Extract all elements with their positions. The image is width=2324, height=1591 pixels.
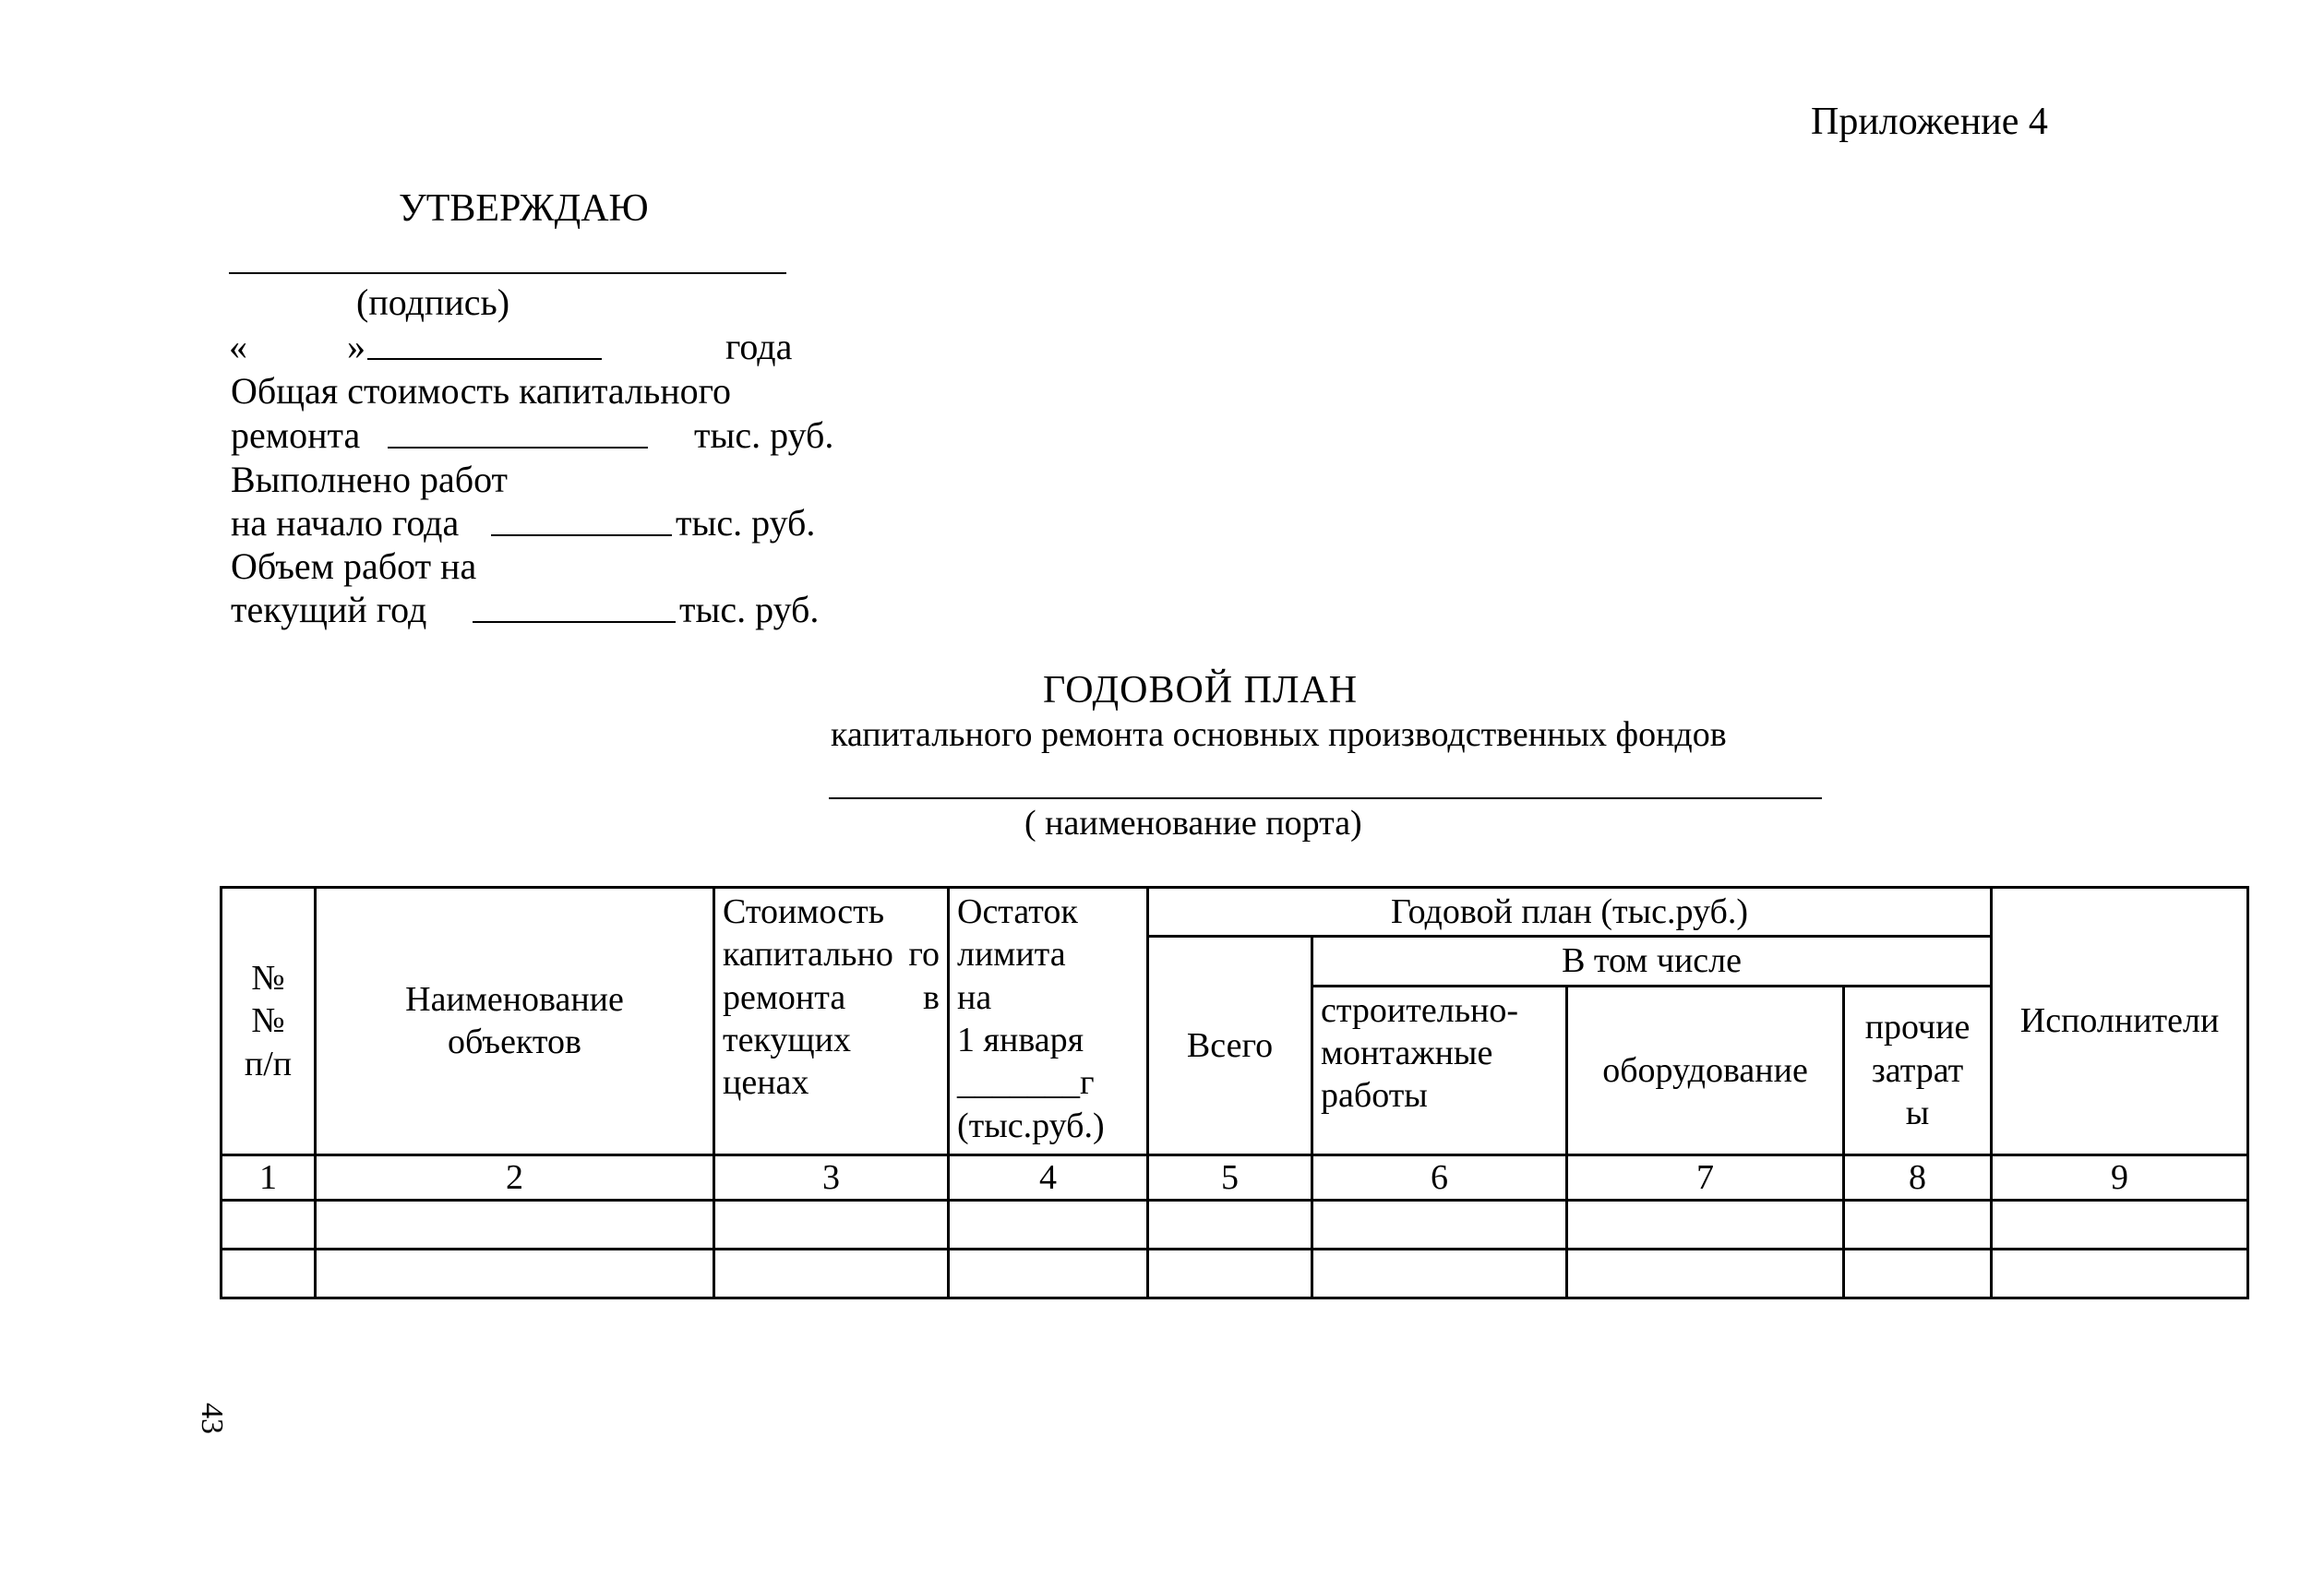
header-limit-balance: Остаток лимита на 1 января _______г (тыс.руб.) xyxy=(949,888,1148,1155)
signature-line xyxy=(229,272,786,274)
header-total: Всего xyxy=(1148,937,1312,1154)
table-row xyxy=(222,1250,2248,1298)
table-row xyxy=(222,1201,2248,1250)
column-number-cell: 5 xyxy=(1148,1154,1312,1200)
done-unit: тыс. руб. xyxy=(676,502,816,544)
table-cell xyxy=(949,1250,1148,1298)
table-cell xyxy=(1844,1201,1992,1250)
signature-caption: (подпись) xyxy=(356,281,510,323)
header-annual-plan: Годовой план (тыс.руб.) xyxy=(1148,888,1992,937)
header-object-name: Наименование объектов xyxy=(316,888,714,1155)
plan-title: ГОДОВОЙ ПЛАН xyxy=(1043,669,1359,712)
total-cost-line1: Общая стоимость капитального xyxy=(231,370,732,412)
quote-close: » xyxy=(347,326,365,367)
plan-subtitle: капитального ремонта основных производственных фондов xyxy=(831,715,1727,754)
table-cell xyxy=(1992,1250,2248,1298)
header-including: В том числе xyxy=(1312,937,1992,986)
done-row xyxy=(231,501,858,547)
done-blank xyxy=(491,534,672,536)
port-name-line xyxy=(829,797,1822,799)
table-cell xyxy=(1567,1250,1844,1298)
column-number-cell: 2 xyxy=(316,1154,714,1200)
header-construction-works: строительно- монтажные работы xyxy=(1312,986,1567,1154)
volume-blank xyxy=(473,621,676,623)
table-cell xyxy=(1992,1201,2248,1250)
total-cost-blank xyxy=(388,447,648,449)
year-word: года xyxy=(725,326,793,367)
column-number-cell: 1 xyxy=(222,1154,316,1200)
table-cell xyxy=(222,1201,316,1250)
table-cell xyxy=(1312,1201,1567,1250)
table-cell xyxy=(949,1201,1148,1250)
column-number-cell: 7 xyxy=(1567,1154,1844,1200)
approval-date-row xyxy=(229,325,893,371)
table-cell xyxy=(714,1250,949,1298)
header-repair-cost: Стоимость капитально го ремонта в текущих ценах xyxy=(714,888,949,1155)
table-cell xyxy=(316,1201,714,1250)
date-blank-line xyxy=(367,358,602,360)
total-cost-unit: тыс. руб. xyxy=(694,414,834,456)
column-number-row xyxy=(222,1154,2248,1200)
header-executors: Исполнители xyxy=(1992,888,2248,1155)
column-number-cell: 8 xyxy=(1844,1154,1992,1200)
column-number-cell: 4 xyxy=(949,1154,1148,1200)
volume-unit: тыс. руб. xyxy=(679,589,820,630)
header-equipment: оборудование xyxy=(1567,986,1844,1154)
table-cell xyxy=(1844,1250,1992,1298)
column-number-cell: 9 xyxy=(1992,1154,2248,1200)
header-num: № № п/п xyxy=(222,888,316,1155)
table-cell xyxy=(1312,1250,1567,1298)
port-name-caption: ( наименование порта) xyxy=(1024,804,1362,843)
table-cell xyxy=(714,1201,949,1250)
table-cell xyxy=(1567,1201,1844,1250)
column-number-cell: 3 xyxy=(714,1154,949,1200)
approval-title: УТВЕРЖДАЮ xyxy=(399,187,649,230)
column-number-cell: 6 xyxy=(1312,1154,1567,1200)
appendix-label: Приложение 4 xyxy=(1811,101,2048,143)
done-line1: Выполнено работ xyxy=(231,459,509,500)
table-cell xyxy=(222,1250,316,1298)
table-cell xyxy=(1148,1201,1312,1250)
table-cell xyxy=(316,1250,714,1298)
total-cost-row xyxy=(231,413,858,460)
done-label: на начало года xyxy=(231,502,460,544)
quote-open: « xyxy=(229,326,247,367)
table-cell xyxy=(1148,1250,1312,1298)
volume-label: текущий год xyxy=(231,589,427,630)
annual-plan-table xyxy=(220,886,2249,1299)
volume-line1: Объем работ на xyxy=(231,545,477,587)
total-cost-label: ремонта xyxy=(231,414,361,456)
page-number: 43 xyxy=(195,1403,229,1434)
header-other-costs: прочие затрат ы xyxy=(1844,986,1992,1154)
volume-row xyxy=(231,588,858,634)
